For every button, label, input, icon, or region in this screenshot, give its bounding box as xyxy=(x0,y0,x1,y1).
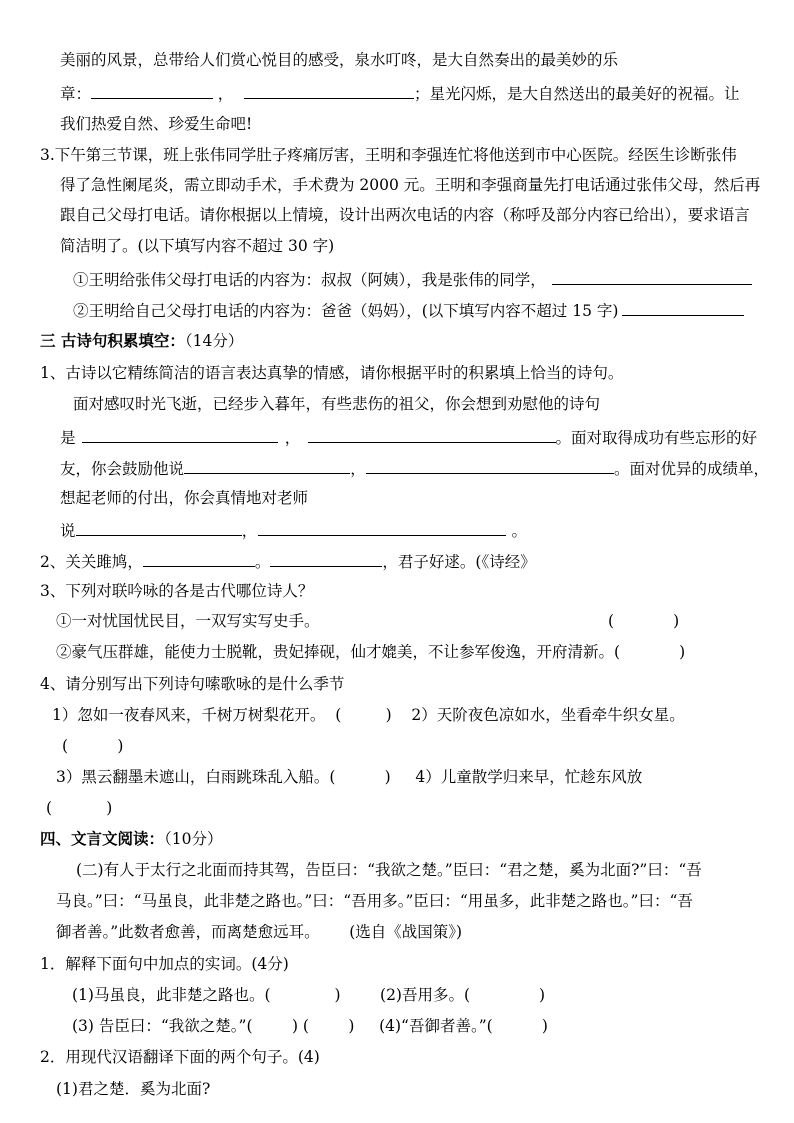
s3-q3-item-2: ②豪气压群雄，能使力士脱靴，贵妃捧砚，仙才媲美，不让参军俊逸，开府清新。( ) xyxy=(56,643,686,661)
s3-q2 xyxy=(0,549,794,573)
s4-q2-stem: 2．用现代汉语翻译下面的两个句子。(4) xyxy=(40,1048,320,1066)
text: ②王明给自己父母打电话的内容为：爸爸（妈妈），(以下填写内容不超过 15 字) xyxy=(73,302,619,320)
passage-line-2: 马良。”曰：“马虽良，此非楚之路也。”曰：“吾用多。”臣曰：“用虽多，此非楚之路也。”曰：“吾 xyxy=(56,892,693,910)
text: 2、关关雎鸠， xyxy=(40,553,143,571)
s3-q4-line-3: 3）黑云翻墨未遮山，白雨跳珠乱入船。( ) 4）儿童散学归来早，忙趁东风放 xyxy=(56,768,643,786)
intro-line-3: 我们热爱自然、珍爱生命吧! xyxy=(60,115,253,133)
intro-line-2 xyxy=(0,81,794,105)
answer-paren[interactable]: ( ) xyxy=(62,737,124,755)
q3-line-4: 简洁明了。(以下填写内容不超过 30 字) xyxy=(60,237,335,255)
text: 说 xyxy=(60,522,76,540)
s3-q1-line-2: 面对感叹时光飞逝，已经步入暮年，有些悲伤的祖父，你会想到劝慰他的诗句 xyxy=(73,395,601,413)
answer-blank[interactable] xyxy=(270,549,382,567)
s4-q1-line-1: (1)马虽良，此非楚之路也。( ) (2)吾用多。( ) xyxy=(72,986,546,1004)
answer-blank[interactable] xyxy=(366,456,614,474)
s4-q1-line-2: (3) 告臣曰：“我欲之楚。”( ) ( ) (4)“吾御者善。”( ) xyxy=(72,1017,548,1035)
text: 是 xyxy=(60,429,76,447)
s3-q1-line-4 xyxy=(0,456,794,480)
q3-line-2: 得了急性阑尾炎，需立即动手术，手术费为 2000 元。王明和李强商量先打电话通过张伟父母，然后再 xyxy=(60,176,761,194)
answer-blank[interactable] xyxy=(244,81,414,99)
section-4-title xyxy=(0,828,794,850)
text: 友，你会鼓励他说 xyxy=(60,460,185,478)
answer-blank[interactable] xyxy=(184,456,350,474)
s3-q1-line-3 xyxy=(0,425,794,449)
text: ，君子好逑。(《诗经》 xyxy=(382,553,536,571)
s3-q4-line-1: 1）忽如一夜春风来，千树万树梨花开。 ( ) 2）天阶夜色凉如水，坐看牵牛织女星。 xyxy=(52,706,685,724)
q3-call-1 xyxy=(0,267,794,291)
text: ， xyxy=(284,429,301,447)
passage-line-3: 御者善。”此数者愈善，而离楚愈远耳。 (选自《战国策》) xyxy=(56,923,463,941)
answer-blank[interactable] xyxy=(308,425,556,443)
s3-q3-item-1: ①一对忧国忧民目，一双写实写史手。 xyxy=(56,612,320,630)
text: ， xyxy=(241,522,258,540)
text: 。面对优异的成绩单， xyxy=(614,460,770,478)
s4-q2-line-1: (1)君之楚．奚为北面? xyxy=(56,1080,211,1098)
q3-line-3: 跟自己父母打电话。请你根据以上情境，设计出两次电话的内容（称呼及部分内容已给出），要求语言 xyxy=(60,206,750,224)
s4-q1-stem: 1．解释下面句中加点的实词。(4分) xyxy=(40,955,289,973)
answer-blank[interactable] xyxy=(76,518,242,536)
text: ， xyxy=(217,85,234,103)
s3-q1-line-6 xyxy=(0,518,794,542)
intro-line-1: 美丽的风景，总带给人们赏心悦目的感受，泉水叮咚，是大自然奏出的最美妙的乐 xyxy=(60,51,619,69)
text: 。面对取得成功有些忘形的好 xyxy=(555,429,758,447)
passage-line-1: (二)有人于太行之北面而持其驾，告臣曰：“我欲之楚。”臣曰：“君之楚，奚为北面?”曰：“吾 xyxy=(76,861,702,879)
section-score: （10分） xyxy=(164,830,223,848)
text: ①王明给张伟父母打电话的内容为：叔叔（阿姨），我是张伟的同学， xyxy=(73,271,546,289)
s3-q4-stem: 4、请分别写出下列诗句嗦歌咏的是什么季节 xyxy=(40,675,345,693)
q3-call-2 xyxy=(0,298,794,322)
s3-q1-line-5: 想起老师的付出，你会真情地对老师 xyxy=(60,489,309,507)
section-heading: 四、文言文阅读： xyxy=(40,829,165,848)
text: 。 xyxy=(511,522,528,540)
answer-blank[interactable] xyxy=(552,267,752,285)
text: ， xyxy=(350,460,366,478)
answer-blank[interactable] xyxy=(143,549,255,567)
answer-blank[interactable] xyxy=(258,518,506,536)
s3-q3-stem: 3、下列对联吟咏的各是古代哪位诗人？ xyxy=(40,582,314,600)
answer-blank[interactable] xyxy=(82,425,278,443)
answer-paren[interactable]: ( ) xyxy=(46,799,113,817)
text: 。 xyxy=(254,553,271,571)
text: 章： xyxy=(60,85,92,103)
section-heading: 三 古诗句积累填空： xyxy=(40,331,185,350)
answer-blank[interactable] xyxy=(91,81,213,99)
section-score: （14分） xyxy=(184,332,244,350)
q3-line-1: 3.下午第三节课，班上张伟同学肚子疼痛厉害，王明和李强连忙将他送到市中心医院。经医生诊断张伟 xyxy=(40,146,737,164)
answer-paren[interactable]: ( ) xyxy=(608,612,680,630)
text: ；星光闪烁，是大自然送出的最美好的祝福。让 xyxy=(414,85,740,103)
s3-q1-stem: 1、古诗以它精练简洁的语言表达真挚的情感，请你根据平时的积累填上恰当的诗句。 xyxy=(40,364,624,382)
answer-blank[interactable] xyxy=(622,298,744,316)
section-3-title xyxy=(0,330,794,352)
